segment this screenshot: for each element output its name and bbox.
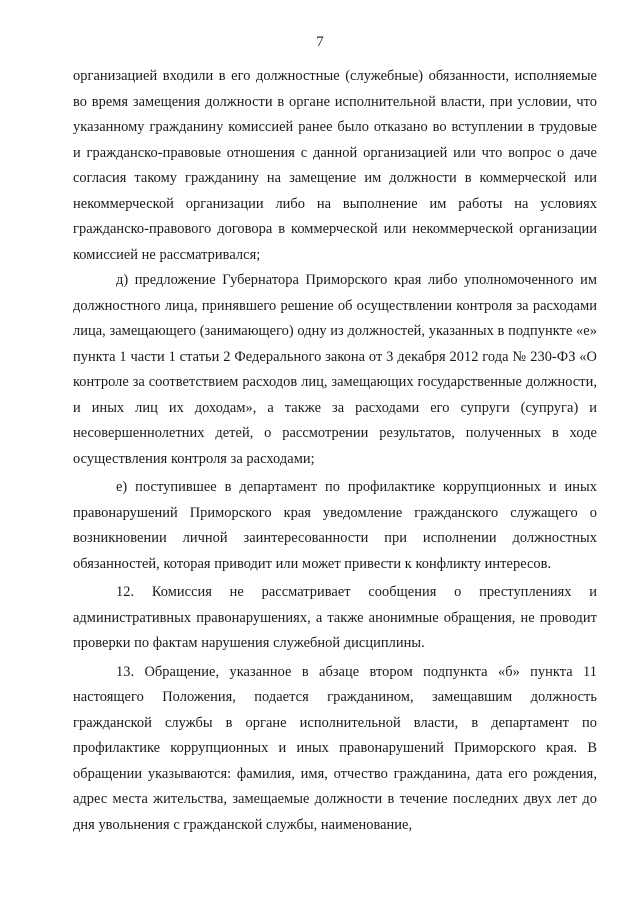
paragraph-subitem-d: д) предложение Губернатора Приморского края либо уполномоченного им должностного лица, принявшего решение об осуществлении контроля за расходами лица, замещающего (занимающего) одну из должностей, указанных в подпункте «е» пункта 1 части 1 статьи 2 Федерального закона от 3 декабря 2012 года № 230-ФЗ «О контроле за соответствием расходов лиц, замещающих государственные должности, и иных лиц их доходам», а также за расходами его супруги (супруга) и несовершеннолетних детей, о рассмотрении результатов, полученных в ходе осуществления контроля за расходами; — [73, 272, 597, 467]
page-number: 7 — [316, 34, 324, 50]
paragraph-item-13: 13. Обращение, указанное в абзаце втором подпункта «б» пункта 11 настоящего Положения, подается гражданином, замещавшим должность гражданской службы в органе исполнительной власти, в департамент по профилактике коррупционных и иных правонарушений Приморского края. В обращении указываются: фамилия, имя, отчество гражданина, дата его рождения, адрес места жительства, замещаемые должности в течение последних двух лет до дня увольнения с гражданской службы, наименование, — [73, 663, 597, 833]
document-body — [73, 64, 597, 838]
paragraph-subitem-e: е) поступившее в департамент по профилактике коррупционных и иных правонарушений Приморского края уведомление гражданского служащего о возникновении личной заинтересованности при исполнении должностных обязанностей, которая приводит или может привести к конфликту интересов. — [73, 479, 597, 572]
paragraph-item-12: 12. Комиссия не рассматривает сообщения о преступлениях и административных правонарушениях, а также анонимные обращения, не проводит проверки по фактам нарушения служебной дисциплины. — [73, 584, 597, 651]
paragraph-continuation: организацией входили в его должностные (служебные) обязанности, исполняемые во время замещения должности в органе исполнительной власти, при условии, что указанному гражданину комиссией ранее было отказано во вступлении в трудовые и гражданско-правовые отношения с данной организацией или что вопрос о даче согласия такому гражданину на замещение им должности в коммерческой или некоммерческой организации либо на выполнение им работы на условиях гражданско-правового договора в коммерческой или некоммерческой организации комиссией не рассматривался; — [73, 68, 597, 263]
